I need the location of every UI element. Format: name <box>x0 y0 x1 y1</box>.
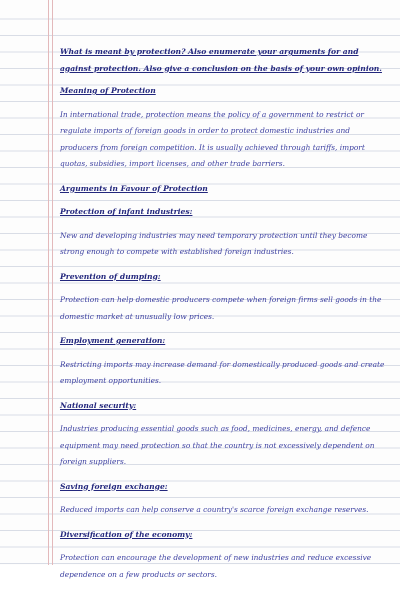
argument-text: New and developing industries may need temporary protection until they become strong enough to compete with established foreign industries. <box>60 230 368 256</box>
argument-heading: National security: <box>60 400 137 410</box>
meaning-heading: Meaning of Protection <box>60 86 156 95</box>
argument-heading: Employment generation: <box>60 336 166 345</box>
argument-heading: Saving foreign exchange: <box>60 481 168 491</box>
argument-heading: Prevention of dumping: <box>60 271 161 281</box>
margin-line <box>52 0 53 565</box>
margin-line <box>48 0 49 565</box>
meaning-text: In international trade, protection means the policy of a government to restrict or regulate imports of foreign goods in order to protect domestic industries and producers from foreign competition. It is usually achieved through tariffs, import quotas, subsidies, import licenses, and other trade barriers. <box>60 109 365 168</box>
favour-heading: Arguments in Favour of Protection <box>60 183 208 193</box>
argument-text: Protection can help domestic producers compete when foreign firms sell goods in the domestic market at unusually low prices. <box>60 295 382 321</box>
argument-text: Industries producing essential goods such as food, medicines, energy, and defence equipment may need protection so that the country is not excessively dependent on foreign suppliers. <box>60 424 375 466</box>
argument-heading: Protection of infant industries: <box>60 207 193 216</box>
argument-heading: Diversification of the economy: <box>60 529 193 539</box>
argument-text: Protection can encourage the development of new industries and reduce excessive dependence on a few products or sectors. <box>60 553 372 579</box>
argument-text: Reduced imports can help conserve a country's scarce foreign exchange reserves. <box>60 505 369 514</box>
handwritten-notes <box>60 44 390 591</box>
argument-text: Restricting imports may increase demand for domestically produced goods and create employment opportunities. <box>60 359 385 385</box>
question-heading: What is meant by protection? Also enumerate your arguments for and against protection. Also give a conclusion on the basis of your own opinion. <box>60 47 382 73</box>
